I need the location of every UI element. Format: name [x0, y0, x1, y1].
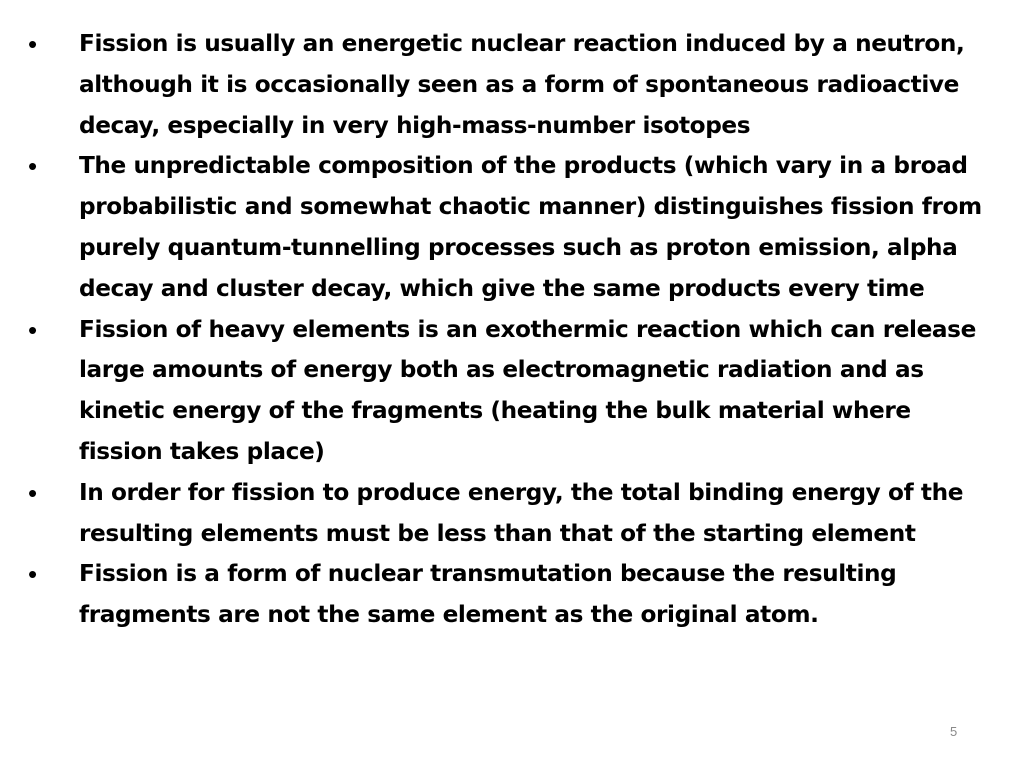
bullet-icon: •	[28, 151, 38, 182]
bullet-list	[0, 24, 1024, 636]
bullet-item-5	[0, 554, 1024, 636]
bullet-item-2	[0, 146, 1024, 309]
bullet-text: Fission is a form of nuclear transmutation because the resulting fragments are not the same element as the original atom.	[79, 560, 897, 629]
bullet-text: Fission of heavy elements is an exothermic reaction which can release large amounts of energy both as electromagnetic radiation and as kinetic energy of the fragments (heating the bulk material where fission takes place)	[79, 315, 976, 465]
bullet-icon: •	[28, 29, 38, 59]
bullet-icon: •	[28, 314, 38, 345]
page-number: 5	[950, 724, 958, 739]
bullet-item-4	[0, 473, 1024, 555]
bullet-text: The unpredictable composition of the products (which vary in a broad probabilistic and somewhat chaotic manner) distinguishes fission from purely quantum-tunnelling processes such as proton emission, alpha decay and cluster decay, which give the same products every time	[79, 152, 982, 302]
bullet-item-3	[0, 310, 1024, 473]
bullet-text: Fission is usually an energetic nuclear reaction induced by a neutron, although it is occasionally seen as a form of spontaneous radioactive decay, especially in very high-mass-number isotopes	[79, 30, 965, 139]
bullet-item-1	[0, 24, 1024, 146]
bullet-text: In order for fission to produce energy, the total binding energy of the resulting elements must be less than that of the starting element	[79, 478, 964, 547]
bullet-icon: •	[28, 559, 38, 590]
bullet-icon: •	[28, 477, 38, 508]
